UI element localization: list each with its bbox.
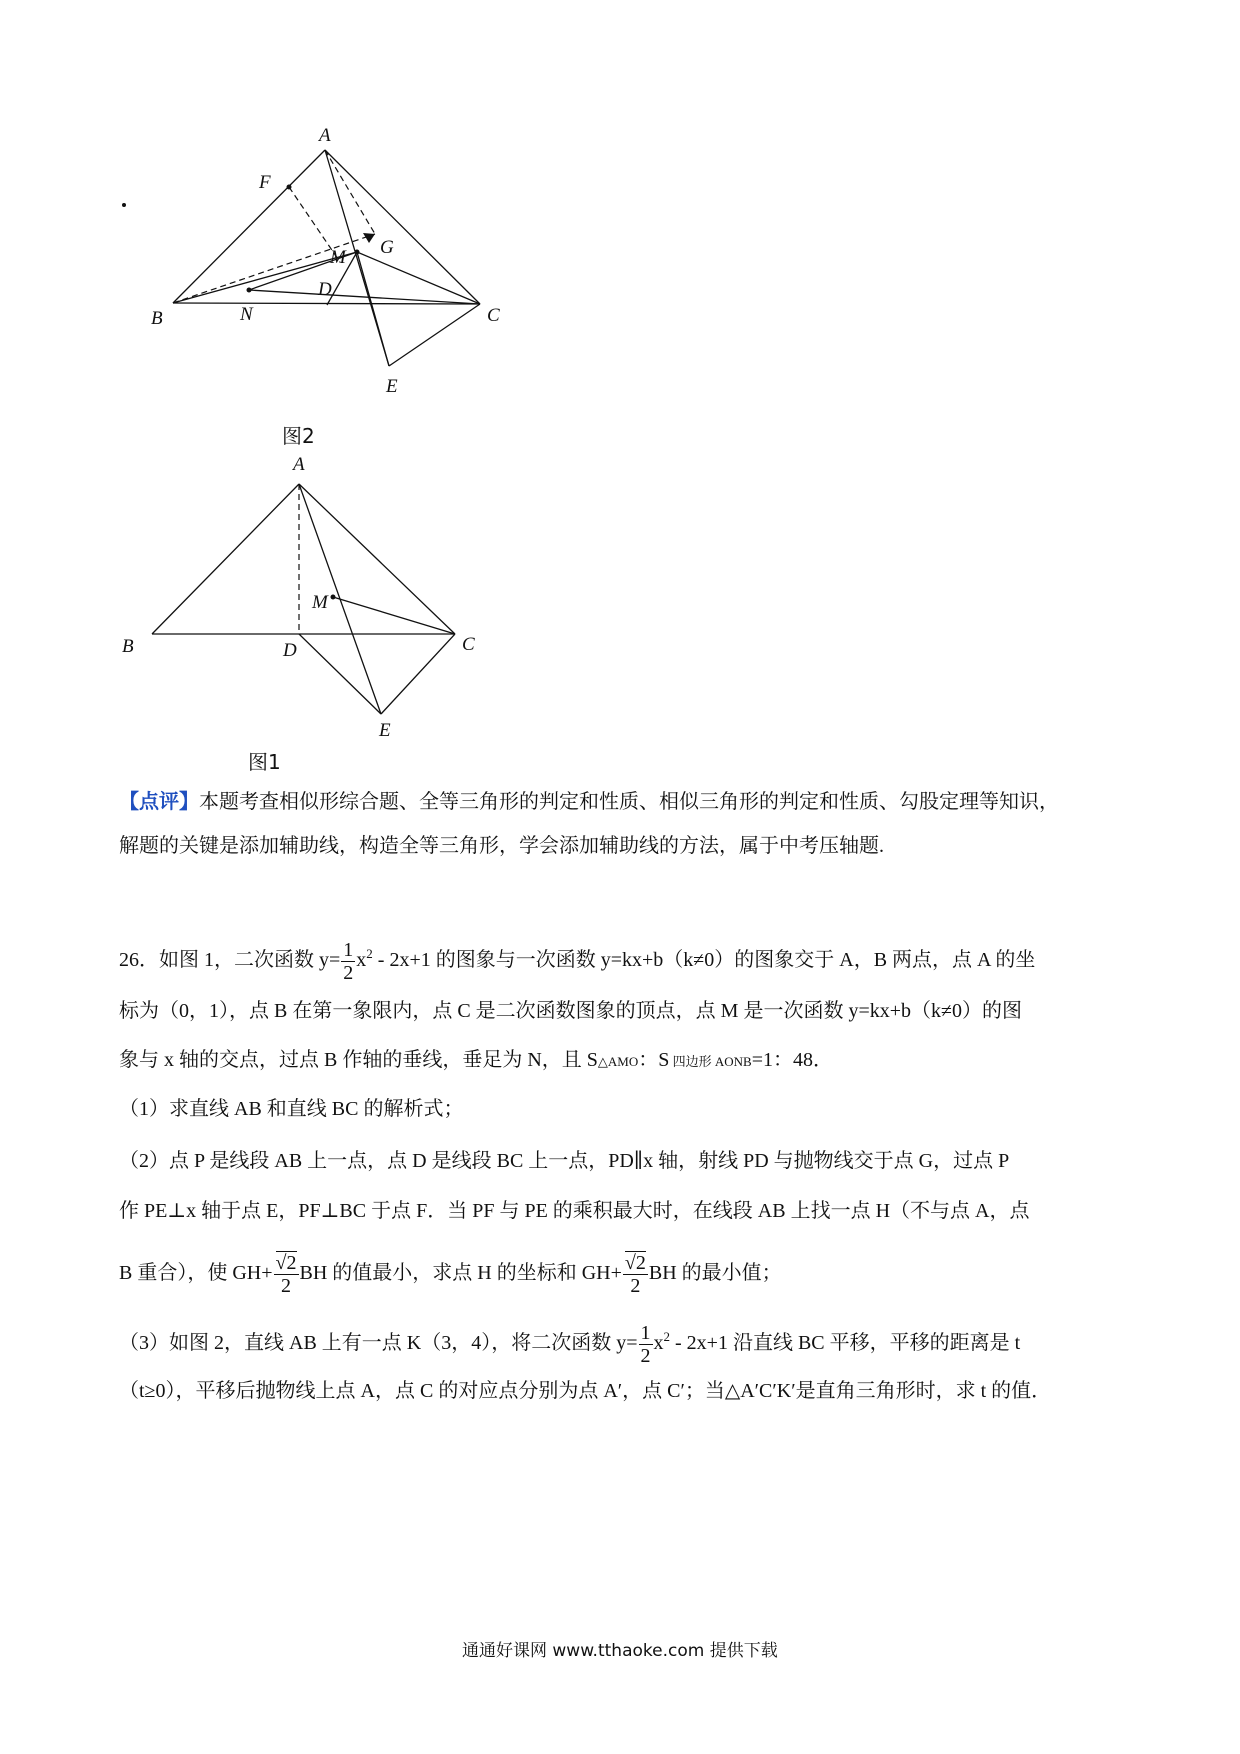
fraction-half-b: $\frac{1}{2}$ (640, 1321, 651, 1367)
fraction-sqrt2-over-2-b: $\frac{√2}{2}$ (624, 1252, 646, 1297)
question-2-line-2: 作 PE⊥x 轴于点 E，PF⊥BC 于点 F．当 PF 与 PE 的乘积最大时，在线段 AB 上找一点 H（不与点 A，点 (119, 1200, 1030, 1222)
fig2-label-d: D (318, 279, 332, 300)
fig2-point-n (247, 288, 252, 293)
review-tag: 【点评】 (119, 789, 199, 813)
question-3-line-1: （3）如图 2，直线 AB 上有一点 K（3，4），将二次函数 y= $\frac{1}{2}$ $x^2 - 2x+1$ 沿直线 BC 平移，平移的距离是 t (119, 1321, 1021, 1367)
fig1-label-a: A (293, 454, 305, 475)
fig2-point-m (355, 250, 360, 255)
question-2-line-3: B 重合），使 GH+ $\frac{√2}{2}$ BH 的值最小，求点 H 的坐标和 GH+ $\frac{√2}{2}$ BH 的最小值； (119, 1252, 782, 1297)
fig1-label-d: D (283, 640, 297, 661)
problem-line-2: 标为（0，1），点 B 在第一象限内，点 C 是二次函数图象的顶点，点 M 是一次函数 y=kx+b（k≠0）的图 (119, 1000, 1022, 1022)
fig1-edge-de (299, 634, 381, 714)
fig2-edge-ab (173, 150, 325, 303)
fig2-label-g: G (380, 237, 394, 258)
review-line-2: 解题的关键是添加辅助线，构造全等三角形，学会添加辅助线的方法，属于中考压轴题. (119, 835, 884, 857)
fig2-point-f (287, 185, 292, 190)
fig1-label-e: E (379, 720, 391, 741)
fig1-edge-ab (152, 484, 299, 634)
fig2-edge-bc (173, 303, 480, 304)
fig2-label-c: C (487, 305, 500, 326)
fraction-sqrt2-over-2: $\frac{√2}{2}$ (275, 1252, 297, 1297)
fig2-caption: 图2 (282, 424, 315, 448)
fraction-half: $\frac{1}{2}$ (343, 938, 354, 984)
fig2-edge-nc (249, 290, 480, 304)
fig2-label-f: F (259, 172, 271, 193)
fig2-edge-mc (357, 252, 480, 304)
fig2-label-n: N (240, 304, 253, 325)
fig2-label-b: B (151, 308, 163, 329)
figure-2 (110, 110, 530, 410)
fig2-dashed-bg (173, 234, 375, 303)
review-line-1: 【点评】本题考查相似形综合题、全等三角形的判定和性质、相似三角形的判定和性质、勾股定理等知识， (119, 789, 1059, 813)
fig2-label-a: A (319, 125, 331, 146)
question-3-line-2: （t≥0），平移后抛物线上点 A，点 C 的对应点分别为点 A′，点 C′；当△A′C′K′是直角三角形时，求 t 的值． (119, 1380, 1052, 1402)
problem-line-1: 26．如图 1，二次函数 y= $\frac{1}{2}$ $x^2 - 2x+1$ 的图象与一次函数 y=kx+b（k≠0）的图象交于 A，B 两点，点 A 的坐 (119, 938, 1036, 984)
fig1-label-b: B (122, 636, 134, 657)
fig1-point-m (331, 595, 336, 600)
fig1-edge-ce (381, 634, 455, 714)
fig2-edge-ce (389, 304, 480, 366)
fig2-label-m: M (330, 247, 346, 268)
question-1: （1）求直线 AB 和直线 BC 的解析式； (119, 1098, 464, 1120)
fig1-label-m: M (312, 592, 328, 613)
question-2-line-1: （2）点 P 是线段 AB 上一点，点 D 是线段 BC 上一点，PD∥x 轴，射线 PD 与抛物线交于点 G，过点 P (119, 1150, 1010, 1172)
fig1-label-c: C (462, 634, 475, 655)
fig1-caption: 图1 (248, 750, 281, 774)
fig2-edge-me (357, 252, 389, 366)
footer-credit: 通通好课网 www.tthaoke.com 提供下载 (462, 1641, 778, 1661)
fig2-label-e: E (386, 376, 398, 397)
fig1-edge-mc (333, 597, 455, 634)
figure-1 (110, 450, 490, 750)
problem-line-3: 象与 x 轴的交点，过点 B 作轴的垂线，垂足为 N，且 S△AMO：S 四边形 AONB=1：48． (119, 1049, 833, 1071)
